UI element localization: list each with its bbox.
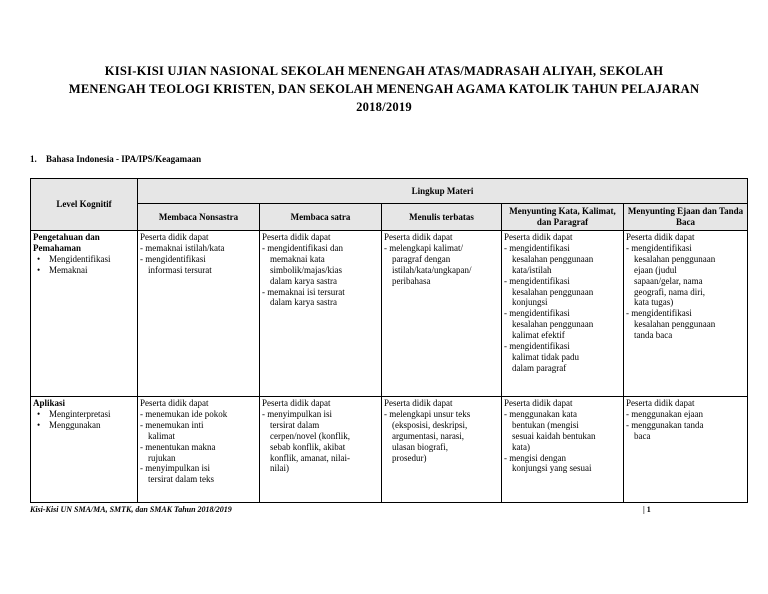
- cell-line: sesuai kaidah bentukan: [512, 430, 596, 441]
- title-line-1: KISI-KISI UJIAN NASIONAL SEKOLAH MENENGAH ATAS/MADRASAH ALIYAH, SEKOLAH: [104, 64, 664, 78]
- title-line-2: MENENGAH TEOLOGI KRISTEN, DAN SEKOLAH MENENGAH AGAMA KATOLIK TAHUN PELAJARAN: [68, 82, 700, 96]
- level-cell: [31, 397, 138, 503]
- cell-line: - menyimpulkan isi: [140, 463, 210, 474]
- cell-line: - mengidentifikasi: [504, 341, 570, 352]
- bullet-icon: •: [37, 253, 41, 264]
- cell-line: bentukan (mengisi: [512, 419, 579, 430]
- cell-line: istilah/kata/ungkapan/: [392, 264, 472, 275]
- column-header: Menulis terbatas: [382, 204, 502, 231]
- cell-line: - menggunakan ejaan: [626, 408, 703, 419]
- cell-line: Peserta didik dapat: [504, 232, 573, 242]
- cell-line: tersirat dalam teks: [148, 474, 214, 485]
- footer-text: Kisi-Kisi UN SMA/MA, SMTK, dan SMAK Tahun 2018/2019: [30, 505, 232, 514]
- cell-line: paragraf dengan: [392, 253, 451, 264]
- cell-line: ejaan (judul: [634, 264, 677, 275]
- level-title: Pengetahuan dan Pemahaman: [33, 232, 100, 253]
- cell-line: prosedur): [392, 452, 427, 463]
- cell-line: argumentasi, narasi,: [392, 430, 465, 441]
- bullet-icon: •: [37, 264, 41, 275]
- content-cell: [138, 231, 260, 397]
- page-number: | 1: [643, 505, 651, 514]
- cell-line: - mengidentifikasi dan: [262, 242, 343, 253]
- content-cell: [502, 397, 624, 503]
- bullet-icon: •: [37, 419, 41, 430]
- document-title: [18, 62, 750, 116]
- cell-line: kalimat: [148, 430, 175, 441]
- content-cell: [260, 397, 382, 503]
- level-item-label: Memaknai: [49, 264, 88, 275]
- footer-rule: [30, 502, 747, 503]
- cell-line: Peserta didik dapat: [262, 232, 331, 242]
- cell-line: Peserta didik dapat: [626, 232, 695, 242]
- level-cell: [31, 231, 138, 397]
- cell-line: - mengidentifikasi: [504, 275, 570, 286]
- cell-line: memaknai kata: [270, 253, 325, 264]
- cell-line: sebab konflik, akibat: [270, 441, 346, 452]
- level-item: [33, 420, 135, 431]
- cell-line: - menentukan makna: [140, 441, 216, 452]
- cell-line: Peserta didik dapat: [384, 398, 453, 408]
- cell-line: Peserta didik dapat: [626, 398, 695, 408]
- cell-line: - mengidentifikasi: [626, 242, 692, 253]
- cell-line: Peserta didik dapat: [140, 398, 209, 408]
- level-title: Aplikasi: [33, 398, 66, 408]
- cell-line: - menggunakan tanda: [626, 419, 704, 430]
- cell-line: - mengidentifikasi: [504, 242, 570, 253]
- column-header: Membaca satra: [260, 204, 382, 231]
- cell-line: dalam karya sastra: [270, 275, 337, 286]
- content-cell: [624, 231, 748, 397]
- cell-line: konjungsi yang sesuai: [512, 463, 592, 474]
- cell-line: - menggunakan kata: [504, 408, 577, 419]
- cell-line: informasi tersurat: [148, 264, 212, 275]
- level-item: [33, 254, 135, 265]
- section-label: Bahasa Indonesia - IPA/IPS/Keagamaan: [46, 154, 202, 164]
- cell-line: kalimat efektif: [512, 330, 565, 341]
- level-item: [33, 409, 135, 420]
- content-cell: [260, 231, 382, 397]
- cell-line: dalam paragraf: [512, 362, 567, 373]
- column-header: Membaca Nonsastra: [138, 204, 260, 231]
- kisi-kisi-table: [30, 178, 748, 503]
- table-row: [31, 231, 748, 397]
- cell-line: kesalahan penggunaan: [512, 319, 594, 330]
- cell-line: nilai): [270, 463, 289, 474]
- content-cell: [624, 397, 748, 503]
- cell-line: dalam karya sastra: [270, 297, 337, 308]
- cell-line: konjungsi: [512, 297, 548, 308]
- content-cell: [382, 231, 502, 397]
- cell-line: kalimat tidak padu: [512, 351, 579, 362]
- level-item-label: Menginterpretasi: [49, 408, 111, 419]
- bullet-icon: •: [37, 408, 41, 419]
- cell-line: Peserta didik dapat: [262, 398, 331, 408]
- cell-line: Peserta didik dapat: [140, 232, 209, 242]
- level-item-label: Mengidentifikasi: [49, 253, 111, 264]
- level-item-label: Menggunakan: [49, 419, 101, 430]
- cell-line: sapaan/gelar, nama: [634, 275, 703, 286]
- cell-line: baca: [634, 430, 651, 441]
- cell-line: tersirat dalam: [270, 419, 320, 430]
- cell-line: - mengidentifikasi: [504, 308, 570, 319]
- cell-line: kesalahan penggunaan: [634, 319, 716, 330]
- cell-line: - melengkapi unsur teks: [384, 408, 471, 419]
- cell-line: - menyimpulkan isi: [262, 408, 332, 419]
- cell-line: kesalahan penggunaan: [634, 253, 716, 264]
- section-number: 1.: [30, 154, 37, 164]
- title-line-3: 2018/2019: [356, 100, 412, 114]
- cell-line: ulasan biografi,: [392, 441, 448, 452]
- cell-line: tanda baca: [634, 330, 673, 341]
- cell-line: simbolik/majas/kias: [270, 264, 342, 275]
- cell-line: - mengidentifikasi: [626, 308, 692, 319]
- lingkup-materi-header: Lingkup Materi: [138, 179, 748, 204]
- cell-line: - menemukan ide pokok: [140, 408, 228, 419]
- cell-line: kata/istilah: [512, 264, 552, 275]
- section-heading: [30, 154, 201, 164]
- content-cell: [502, 231, 624, 397]
- level-kognitif-header: Level Kognitif: [31, 179, 138, 231]
- cell-line: - memaknai isi tersurat: [262, 286, 345, 297]
- cell-line: peribahasa: [392, 275, 431, 286]
- cell-line: - melengkapi kalimat/: [384, 242, 463, 253]
- cell-line: - menemukan inti: [140, 419, 204, 430]
- cell-line: rujukan: [148, 452, 176, 463]
- level-item: [33, 265, 135, 276]
- cell-line: Peserta didik dapat: [504, 398, 573, 408]
- content-cell: [138, 397, 260, 503]
- table-row: [31, 397, 748, 503]
- cell-line: - mengisi dengan: [504, 452, 566, 463]
- cell-line: kesalahan penggunaan: [512, 286, 594, 297]
- cell-line: (eksposisi, deskripsi,: [392, 419, 468, 430]
- cell-line: Peserta didik dapat: [384, 232, 453, 242]
- column-header: Menyunting Ejaan dan Tanda Baca: [624, 204, 748, 231]
- cell-line: konflik, amanat, nilai-: [270, 452, 350, 463]
- column-header: Menyunting Kata, Kalimat, dan Paragraf: [502, 204, 624, 231]
- cell-line: - memaknai istilah/kata: [140, 242, 225, 253]
- cell-line: kata tugas): [634, 297, 674, 308]
- cell-line: geografi, nama diri,: [634, 286, 705, 297]
- content-cell: [382, 397, 502, 503]
- cell-line: cerpen/novel (konflik,: [270, 430, 350, 441]
- cell-line: - mengidentifikasi: [140, 253, 206, 264]
- cell-line: kesalahan penggunaan: [512, 253, 594, 264]
- cell-line: kata): [512, 441, 530, 452]
